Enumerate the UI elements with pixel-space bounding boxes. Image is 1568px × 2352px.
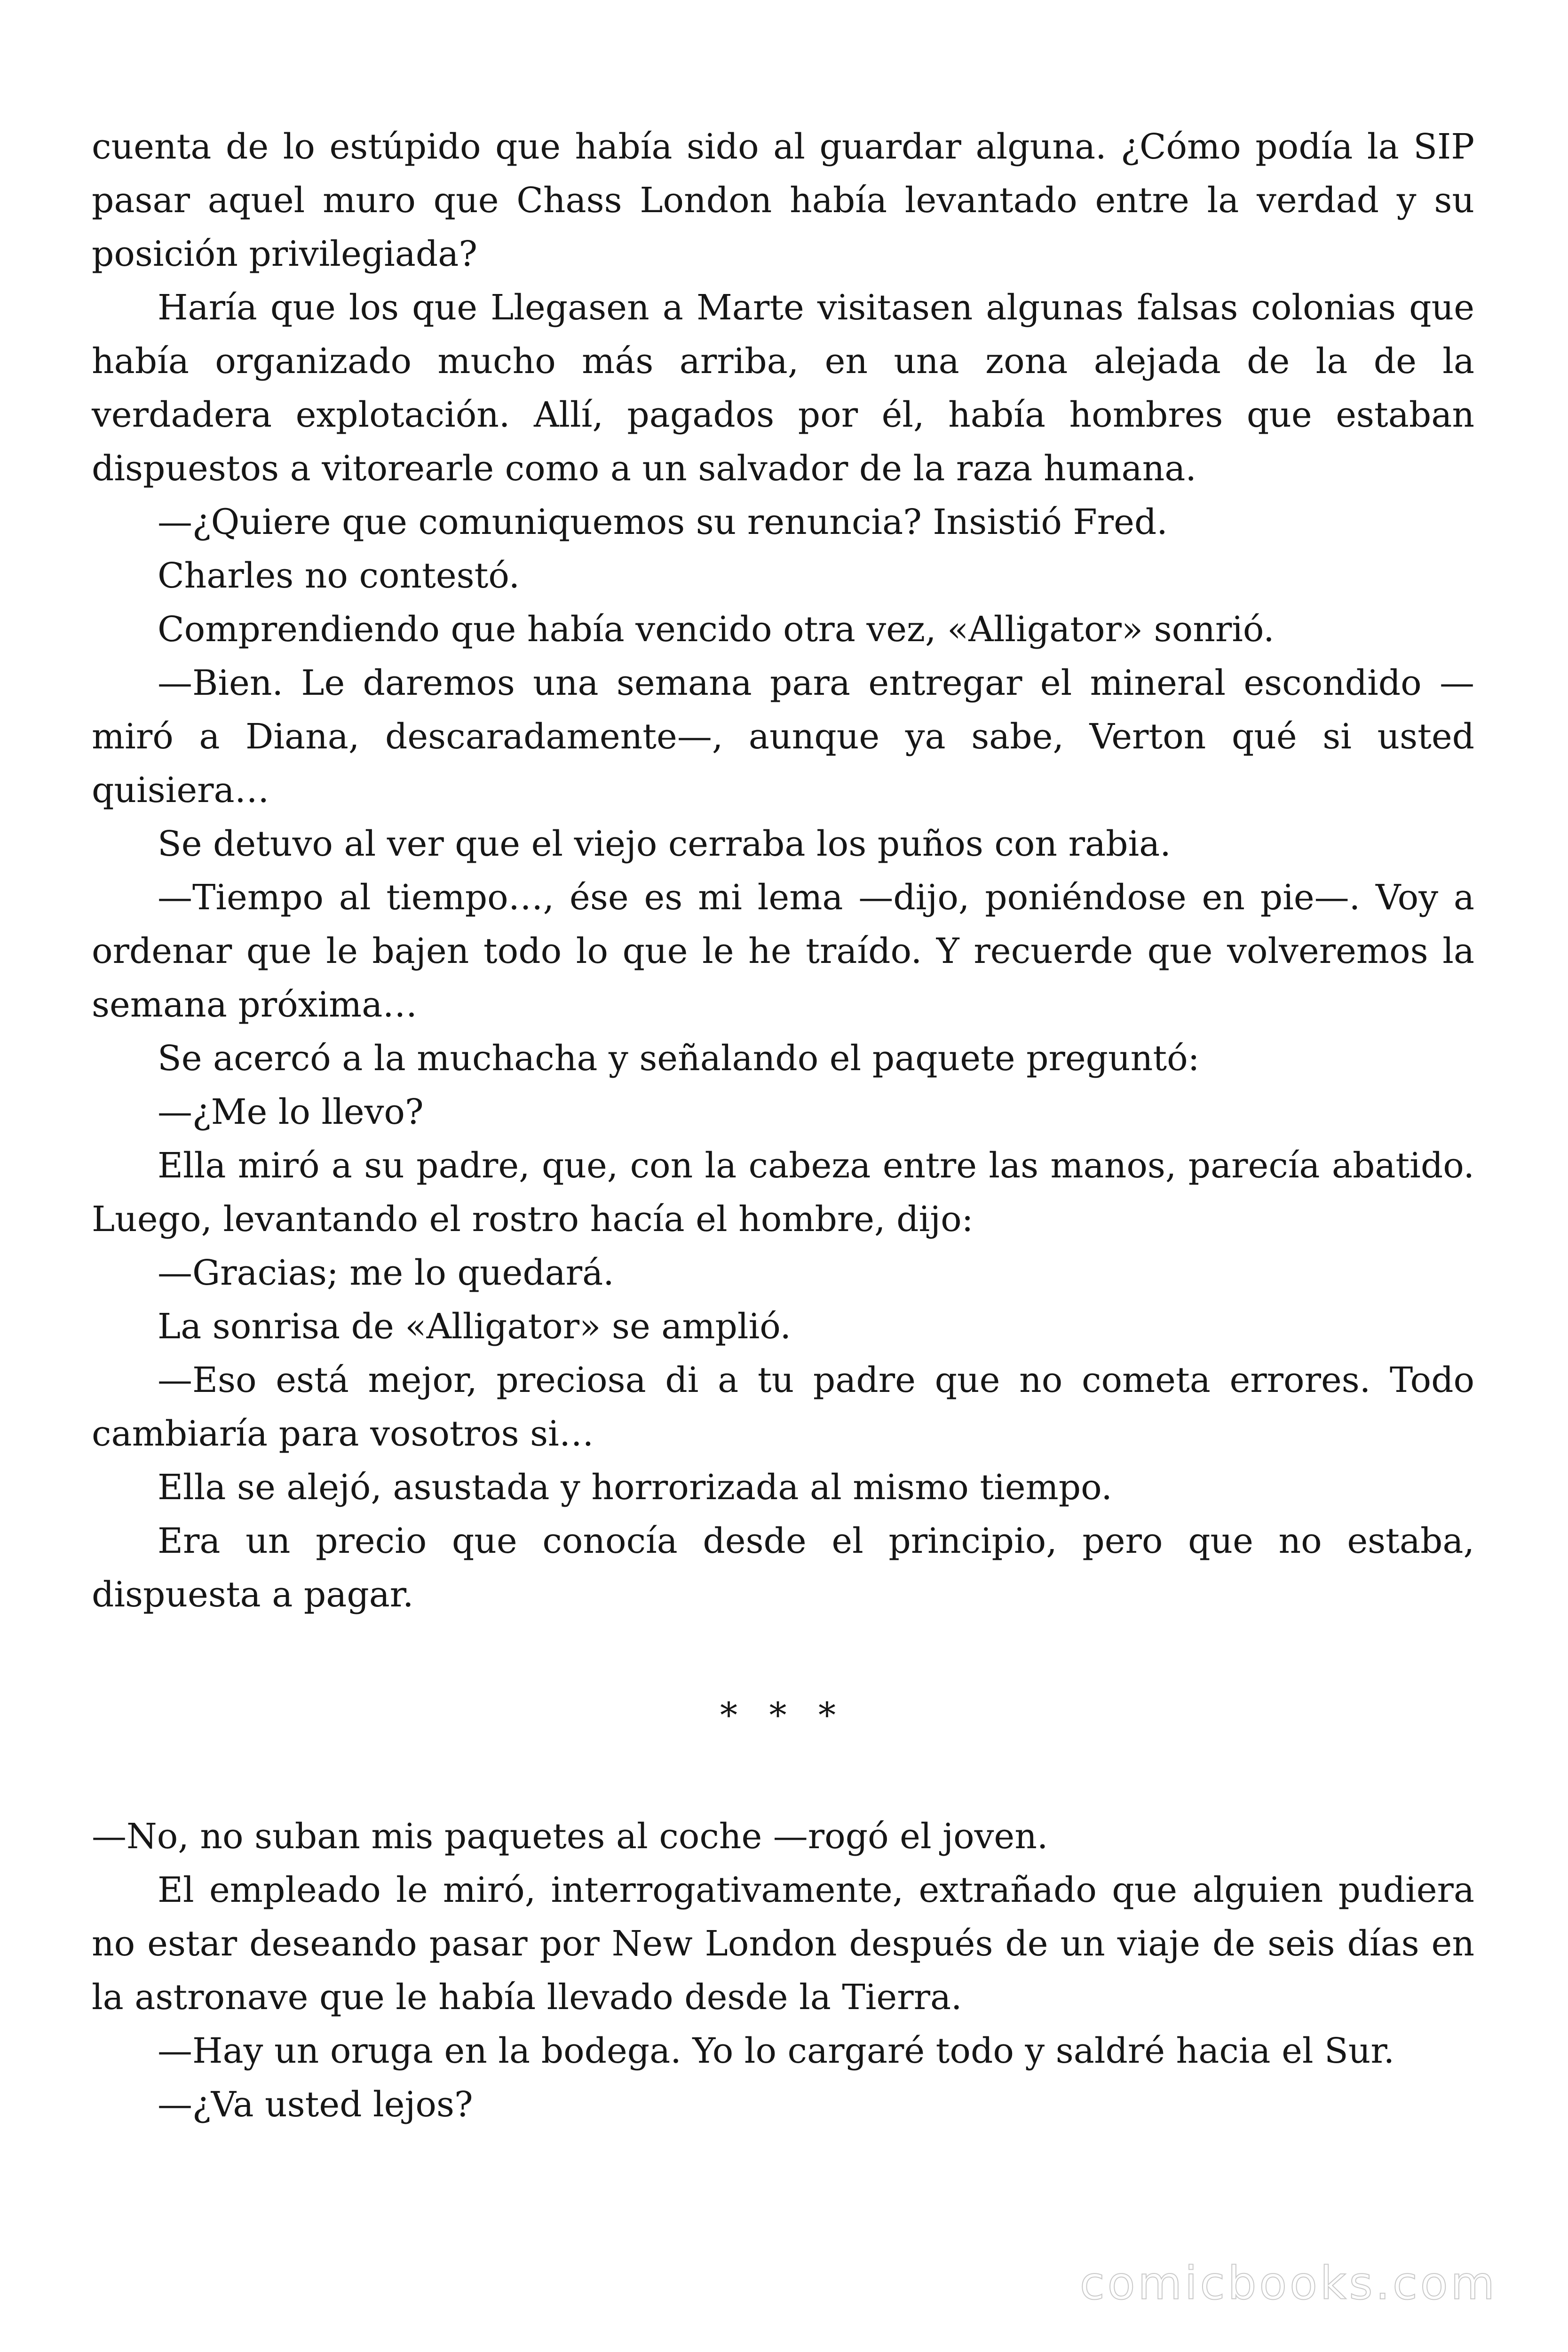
paragraph: —Gracias; me lo quedará. [158,1253,614,1293]
section-after-break [92,1810,1474,2131]
section-before-break [92,120,1474,1621]
paragraph: Se acercó a la muchacha y señalando el paquete preguntó: [158,1038,1200,1079]
paragraph: —No, no suban mis paquetes al coche —rogó el joven. [92,1816,1048,1857]
paragraph: —Eso está mejor, preciosa di a tu padre que no cometa errores. Todo cambiaría para vosotros si… [92,1360,1474,1454]
page-text-body [92,120,1474,2131]
scene-break: * * * [720,1695,847,1736]
paragraph: Ella miró a su padre, que, con la cabeza entre las manos, parecía abatido. Luego, levantando el rostro hacía el hombre, dijo: [92,1145,1474,1240]
paragraph: —¿Quiere que comuniquemos su renuncia? Insistió Fred. [158,502,1168,542]
paragraph: Ella se alejó, asustada y horrorizada al mismo tiempo. [158,1467,1112,1508]
paragraph: Comprendiendo que había vencido otra vez, «Alligator» sonrió. [158,609,1275,650]
paragraph: —¿Va usted lejos? [158,2084,473,2125]
paragraph: —Hay un oruga en la bodega. Yo lo cargaré todo y saldré hacia el Sur. [158,2031,1395,2071]
watermark-logo: comicbooks.com [1079,2257,1497,2310]
paragraph: —Bien. Le daremos una semana para entregar el mineral escondido —miró a Diana, descaradamente—, aunque ya sabe, Verton qué si usted quisiera… [92,663,1474,810]
paragraph: La sonrisa de «Alligator» se amplió. [158,1306,792,1347]
paragraph: Se detuvo al ver que el viejo cerraba los puños con rabia. [158,824,1171,864]
paragraph: —¿Me lo llevo? [158,1092,424,1132]
paragraph: Charles no contestó. [158,556,520,596]
paragraph: Haría que los que Llegasen a Marte visitasen algunas falsas colonias que había organizado mucho más arriba, en una zona alejada de la de la verdadera explotación. Allí, pagados por él, había hombres que estaban dispuestos a vitorearle como a un salvador de la raza humana. [92,287,1474,489]
paragraph: —Tiempo al tiempo…, ése es mi lema —dijo, poniéndose en pie—. Voy a ordenar que le bajen todo lo que le he traído. Y recuerde que volveremos la semana próxima… [92,877,1474,1025]
paragraph: El empleado le miró, interrogativamente, extrañado que alguien pudiera no estar deseando pasar por New London después de un viaje de seis días en la astronave que le había llevado desde la Tierra. [92,1870,1474,2018]
paragraph: Era un precio que conocía desde el principio, pero que no estaba, dispuesta a pagar. [92,1521,1474,1615]
paragraph: cuenta de lo estúpido que había sido al guardar alguna. ¿Cómo podía la SIP pasar aquel muro que Chass London había levantado entre la verdad y su posición privilegiada? [92,127,1474,274]
